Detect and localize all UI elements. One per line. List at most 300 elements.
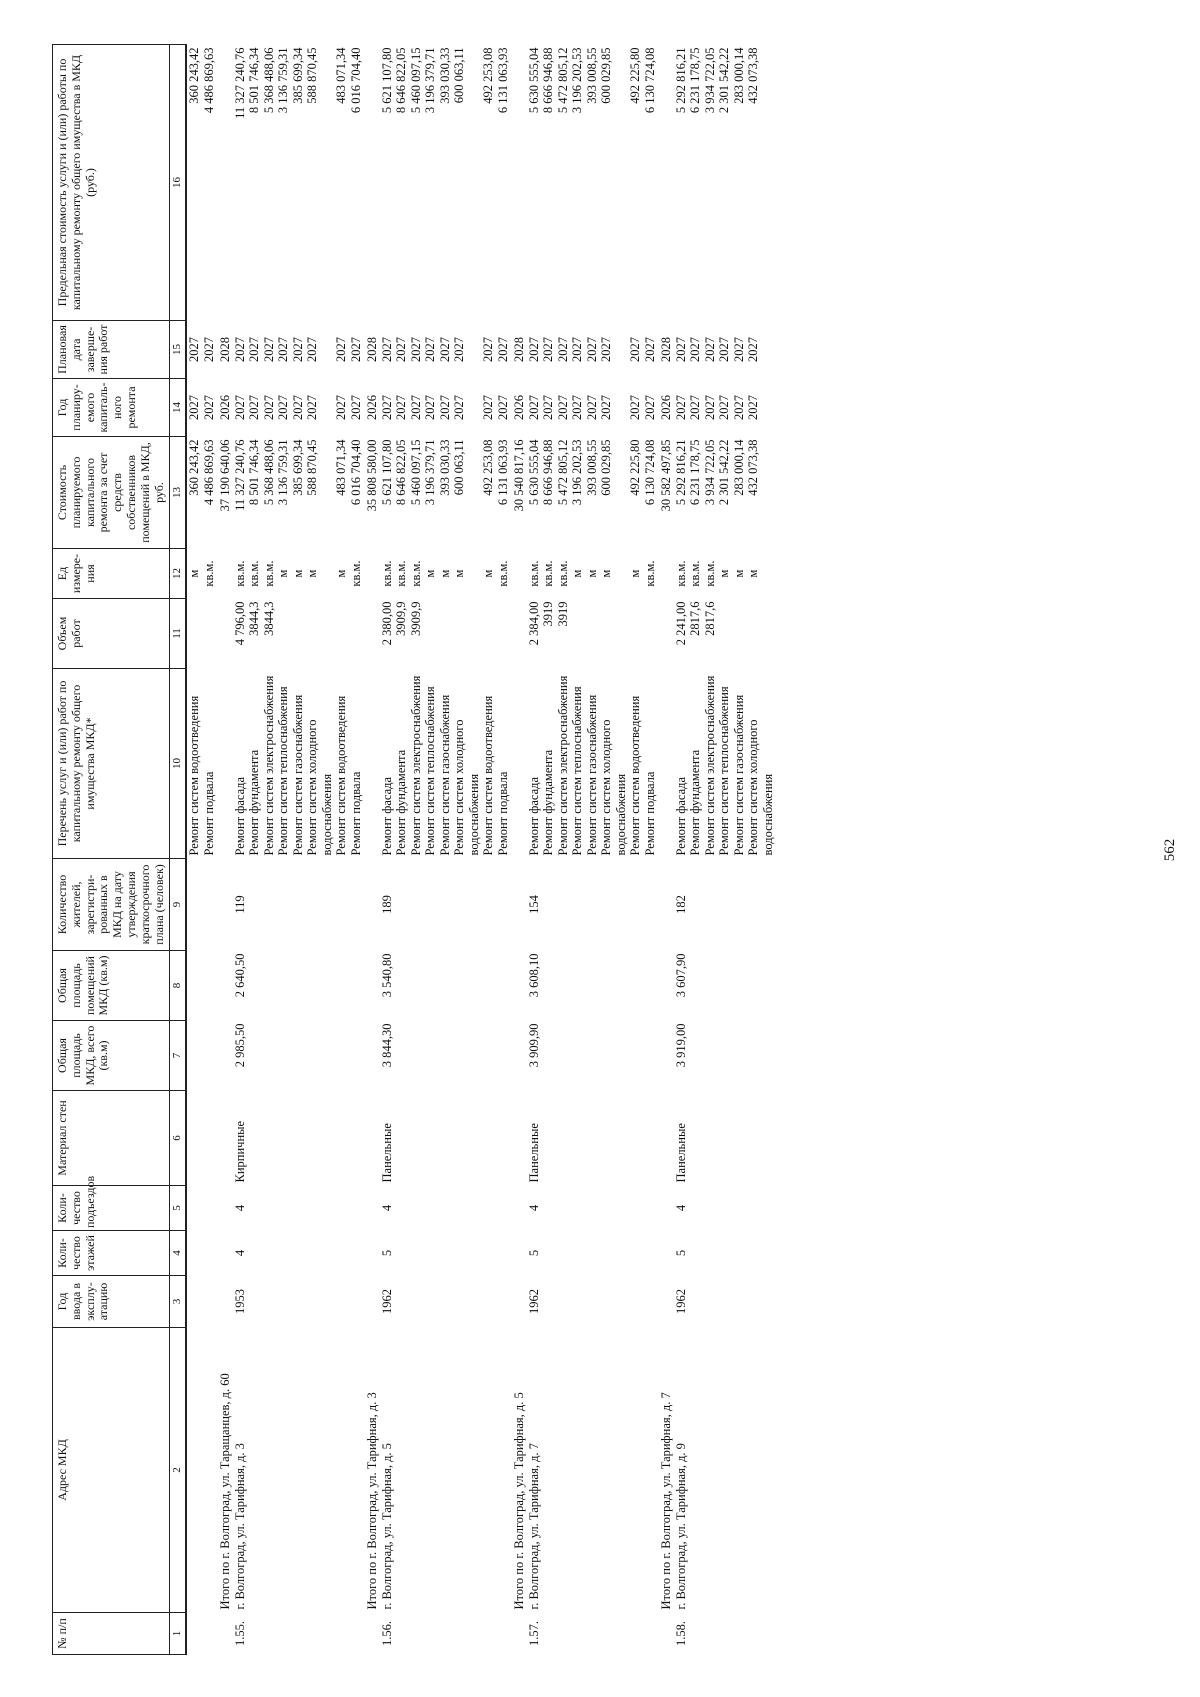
cell-entr: 4: [673, 1204, 688, 1212]
cell-addr: [688, 1328, 703, 1613]
cell-date: 2027: [348, 337, 363, 362]
header-cell: Общая площадь помещений МКД (кв.м): [53, 951, 170, 1021]
cell-area: [599, 1021, 628, 1091]
cell-built: [688, 1276, 703, 1328]
cell-parea: [202, 951, 217, 1021]
header-cell: Плановая дата заверше-ния работ: [53, 321, 170, 379]
cell-work: Ремонт систем теплоснабжения: [423, 686, 438, 856]
cell-people: [216, 859, 233, 951]
cell-area: [276, 1021, 291, 1091]
cell-entr: [657, 1186, 674, 1231]
cell-date: 2027: [481, 337, 496, 362]
cell-year: 2027: [232, 395, 247, 420]
cell-people: [394, 859, 409, 951]
cell-parea: 2 640,50: [232, 953, 247, 998]
cell-floors: [363, 1231, 380, 1276]
cell-cost: 6 131 063,93: [495, 439, 510, 506]
header-cell: Стоимость планируемого капитального ремонта за счет средств собственников помещений в МКД, руб.: [53, 437, 170, 549]
cell-parea: [349, 951, 364, 1021]
cell-walls: [452, 1091, 481, 1186]
cell-num: [202, 1613, 217, 1655]
cell-walls: [556, 1091, 571, 1186]
cell-entr: [570, 1186, 585, 1231]
cell-unit: м: [334, 569, 349, 578]
cell-area: [556, 1021, 571, 1091]
table-row: [423, 45, 438, 1655]
cell-area: [510, 1021, 527, 1091]
cell-floors: [717, 1231, 732, 1276]
cell-people: [305, 859, 334, 951]
cell-year: 2027: [702, 395, 717, 420]
cell-entr: [276, 1186, 291, 1231]
column-number: 6: [170, 1091, 186, 1186]
cell-num: [732, 1613, 747, 1655]
cell-built: [717, 1276, 732, 1328]
cell-date: 2027: [702, 337, 717, 362]
cell-area: 2 985,50: [232, 1023, 247, 1068]
table-row: [585, 45, 600, 1655]
cell-walls: [186, 1091, 202, 1186]
cell-parea: [703, 951, 718, 1021]
cell-area: [262, 1021, 277, 1091]
cell-built: [276, 1276, 291, 1328]
cell-work: Ремонт подвала: [642, 771, 657, 856]
cell-walls: [628, 1091, 643, 1186]
cell-floors: [186, 1231, 202, 1276]
header-cell: Количество жителей, зарегистри-рованных в МКД на дату утверждения краткосрочного плана (человек): [53, 859, 170, 951]
cell-cost: 588 870,45: [305, 439, 320, 496]
cell-addr: г. Волгоград, ул. Тарифная, д. 3: [232, 1443, 247, 1610]
cell-built: [452, 1276, 481, 1328]
column-number: 5: [170, 1186, 186, 1231]
cell-addr: [409, 1328, 424, 1613]
cell-floors: [496, 1231, 511, 1276]
table-row: [688, 45, 703, 1655]
column-number: 16: [170, 45, 186, 321]
header-cell: Год ввода в эксплу-атацию: [53, 1276, 170, 1328]
cell-unit: м: [423, 569, 438, 578]
table-row: [349, 45, 364, 1655]
cell-floors: [409, 1231, 424, 1276]
cell-unit: кв.м.: [348, 560, 363, 587]
cell-year: 2027: [495, 395, 510, 420]
cell-area: [452, 1021, 481, 1091]
cell-people: [423, 859, 438, 951]
cell-addr: [305, 1328, 334, 1613]
cell-addr: [276, 1328, 291, 1613]
header-cell: Ед измере-ния: [53, 549, 170, 599]
cell-people: [628, 859, 643, 951]
cell-limit: 360 243,42: [187, 47, 202, 104]
cell-area: 3 909,90: [526, 1023, 541, 1068]
cell-work: Ремонт систем электроснабжения: [702, 675, 717, 856]
cell-parea: 3 607,90: [673, 953, 688, 998]
cell-area: [717, 1021, 732, 1091]
cell-limit: 492 225,80: [628, 47, 643, 104]
cell-vol: 2 380,00: [379, 601, 394, 646]
cell-vol: [570, 599, 585, 669]
cell-work: Ремонт систем теплоснабжения: [570, 686, 585, 856]
cell-cost: 3 934 722,05: [702, 439, 717, 506]
cell-area: [186, 1021, 202, 1091]
cell-addr: [394, 1328, 409, 1613]
cell-work: Ремонт систем водоотведения: [334, 695, 349, 856]
cell-vol: [423, 599, 438, 669]
cell-cost: 600 029,85: [599, 439, 614, 496]
cell-year: 2027: [570, 395, 585, 420]
cell-built: [599, 1276, 628, 1328]
cell-entr: [599, 1186, 628, 1231]
total-row: [216, 45, 233, 1655]
cell-entr: [394, 1186, 409, 1231]
column-number: 4: [170, 1231, 186, 1276]
cell-limit: 2 301 542,22: [717, 47, 732, 114]
cell-num: [305, 1613, 334, 1655]
cell-cost: 8 501 746,34: [247, 439, 262, 506]
cell-unit: кв.м.: [379, 560, 394, 587]
cell-vol: [732, 599, 747, 669]
cell-year: 2027: [408, 395, 423, 420]
table-row: [202, 45, 217, 1655]
cell-built: [291, 1276, 306, 1328]
cell-vol: 3919: [555, 601, 570, 627]
cell-people: [481, 859, 496, 951]
cell-cost: 283 000,14: [731, 439, 746, 496]
cell-area: [305, 1021, 334, 1091]
cell-addr: [496, 1328, 511, 1613]
cell-addr: Итого по г. Волгоград, ул. Тарифная, д. 5: [512, 1392, 527, 1610]
cell-cost: 11 327 240,76: [232, 439, 247, 511]
table-row: [556, 45, 571, 1655]
table-row: [703, 45, 718, 1655]
cell-area: [247, 1021, 262, 1091]
cell-vol: 3919: [541, 601, 556, 627]
cell-work: Ремонт подвала: [201, 771, 216, 856]
cell-area: [732, 1021, 747, 1091]
cell-num: 1.55.: [232, 1621, 247, 1646]
cell-num: [628, 1613, 643, 1655]
cell-cost: 30 540 817,16: [512, 439, 527, 512]
cell-people: [599, 859, 628, 951]
cell-people: [703, 859, 718, 951]
cell-area: [394, 1021, 409, 1091]
cell-date: 2027: [731, 337, 746, 362]
cell-work: Ремонт фундамента: [247, 749, 262, 856]
cell-vol: [746, 599, 775, 669]
cell-vol: [202, 599, 217, 669]
cell-floors: [732, 1231, 747, 1276]
cell-unit: кв.м.: [541, 560, 556, 587]
cell-year: 2026: [512, 395, 527, 420]
cell-entr: [688, 1186, 703, 1231]
cell-area: [643, 1021, 658, 1091]
cell-walls: [423, 1091, 438, 1186]
cell-walls: [247, 1091, 262, 1186]
cell-date: 2027: [437, 337, 452, 362]
cell-walls: [510, 1091, 527, 1186]
cell-date: 2027: [526, 337, 541, 362]
cell-num: [570, 1613, 585, 1655]
cell-floors: [305, 1231, 334, 1276]
cell-cost: 8 646 822,05: [394, 439, 409, 506]
cell-date: 2027: [599, 337, 614, 362]
cell-walls: [202, 1091, 217, 1186]
cell-addr: [438, 1328, 453, 1613]
cell-addr: [186, 1328, 202, 1613]
cell-built: [247, 1276, 262, 1328]
cell-parea: [262, 951, 277, 1021]
cell-date: 2028: [218, 337, 233, 362]
cell-vol: [481, 599, 496, 669]
cell-built: [703, 1276, 718, 1328]
table-row: [233, 45, 248, 1655]
cell-date: 2028: [659, 337, 674, 362]
cell-floors: [746, 1231, 775, 1276]
cell-year: 2027: [201, 395, 216, 420]
cell-entr: [363, 1186, 380, 1231]
cell-people: [717, 859, 732, 951]
cell-addr: [599, 1328, 628, 1613]
cell-addr: [452, 1328, 481, 1613]
cell-date: 2027: [495, 337, 510, 362]
cell-limit: 11 327 240,76: [232, 47, 247, 119]
cell-num: [496, 1613, 511, 1655]
cell-built: [657, 1276, 674, 1328]
cell-num: [717, 1613, 732, 1655]
cell-limit: 600 029,85: [599, 47, 614, 104]
cell-year: 2027: [261, 395, 276, 420]
cell-work: Ремонт фундамента: [541, 749, 556, 856]
cell-cost: 3 136 759,31: [276, 439, 291, 506]
cell-num: [643, 1613, 658, 1655]
cell-vol: 3909,9: [394, 601, 409, 636]
cell-area: [703, 1021, 718, 1091]
cell-floors: [349, 1231, 364, 1276]
cell-year: 2027: [746, 395, 761, 420]
cell-people: [276, 859, 291, 951]
cell-addr: г. Волгоград, ул. Тарифная, д. 7: [526, 1443, 541, 1610]
cell-num: [216, 1613, 233, 1655]
cell-vol: 2 241,00: [673, 601, 688, 646]
table-row: [380, 45, 395, 1655]
cell-num: [349, 1613, 364, 1655]
table-row: [599, 45, 628, 1655]
cell-walls: [746, 1091, 775, 1186]
cell-floors: [556, 1231, 571, 1276]
cell-area: [481, 1021, 496, 1091]
cell-cost: 483 071,34: [334, 439, 349, 496]
cell-limit: 5 460 097,15: [408, 47, 423, 114]
cell-parea: [717, 951, 732, 1021]
cell-num: [746, 1613, 775, 1655]
rotated-page: [52, 45, 1178, 1655]
table-header-row: [53, 45, 170, 1655]
cell-year: 2027: [394, 395, 409, 420]
cell-entr: [746, 1186, 775, 1231]
cell-vol: 3844,3: [261, 601, 276, 636]
cell-addr: [585, 1328, 600, 1613]
cell-num: 1.58.: [673, 1621, 688, 1646]
table-row: [674, 45, 689, 1655]
cell-date: 2027: [584, 337, 599, 362]
cell-unit: [510, 549, 527, 599]
cell-entr: [334, 1186, 349, 1231]
cell-floors: [452, 1231, 481, 1276]
cell-floors: [394, 1231, 409, 1276]
table-row: [394, 45, 409, 1655]
cell-parea: [599, 951, 628, 1021]
cell-date: 2027: [642, 337, 657, 362]
column-number: 3: [170, 1276, 186, 1328]
cell-num: [262, 1613, 277, 1655]
cell-vol: [599, 599, 628, 669]
cell-walls: [216, 1091, 233, 1186]
cell-work: Ремонт систем холодного водоснабжения: [305, 719, 334, 856]
cell-walls: Панельные: [379, 1123, 394, 1183]
table-row: [247, 45, 262, 1655]
cell-unit: м: [437, 569, 452, 578]
cell-area: [570, 1021, 585, 1091]
cell-built: [570, 1276, 585, 1328]
cell-area: [349, 1021, 364, 1091]
cell-walls: [732, 1091, 747, 1186]
capital-repair-table: [52, 44, 775, 1655]
cell-num: [334, 1613, 349, 1655]
cell-floors: [510, 1231, 527, 1276]
cell-year: 2027: [717, 395, 732, 420]
cell-people: [643, 859, 658, 951]
cell-date: 2027: [628, 337, 643, 362]
cell-people: [262, 859, 277, 951]
table-row: [481, 45, 496, 1655]
table-row: [409, 45, 424, 1655]
cell-year: 2027: [599, 395, 614, 420]
cell-entr: [717, 1186, 732, 1231]
cell-parea: [363, 951, 380, 1021]
cell-vol: 4 796,00: [232, 601, 247, 646]
table-row: [732, 45, 747, 1655]
table-row: [452, 45, 481, 1655]
cell-year: 2027: [481, 395, 496, 420]
cell-date: 2027: [423, 337, 438, 362]
column-number-row: [170, 45, 186, 1655]
cell-year: 2026: [659, 395, 674, 420]
cell-work: Ремонт подвала: [348, 771, 363, 856]
cell-num: [438, 1613, 453, 1655]
cell-date: 2028: [512, 337, 527, 362]
cell-limit: 588 870,45: [305, 47, 320, 104]
cell-built: [305, 1276, 334, 1328]
cell-addr: [334, 1328, 349, 1613]
cell-date: 2027: [746, 337, 761, 362]
cell-work: [216, 669, 233, 859]
cell-year: 2027: [276, 395, 291, 420]
cell-date: 2027: [541, 337, 556, 362]
cell-year: 2027: [642, 395, 657, 420]
header-cell: Общая площадь МКД, всего (кв.м): [53, 1021, 170, 1091]
cell-num: 1.57.: [526, 1621, 541, 1646]
cell-walls: [276, 1091, 291, 1186]
header-cell: Предельная стоимость услуги и (или) работы по капитальному ремонту общего имущества в МКД (руб.): [53, 45, 170, 321]
cell-entr: [628, 1186, 643, 1231]
cell-limit: [510, 45, 527, 321]
cell-floors: [291, 1231, 306, 1276]
cell-cost: 30 582 497,85: [659, 439, 674, 512]
cell-year: 2027: [526, 395, 541, 420]
cell-entr: [496, 1186, 511, 1231]
cell-vol: 2817,6: [702, 601, 717, 636]
cell-floors: 5: [526, 1249, 541, 1257]
cell-floors: [570, 1231, 585, 1276]
cell-entr: 4: [379, 1204, 394, 1212]
cell-parea: [643, 951, 658, 1021]
cell-unit: м: [746, 569, 761, 578]
cell-cost: 5 460 097,15: [408, 439, 423, 506]
cell-cost: 5 621 107,80: [379, 439, 394, 506]
cell-addr: [628, 1328, 643, 1613]
cell-built: [585, 1276, 600, 1328]
cell-unit: [216, 549, 233, 599]
cell-unit: м: [599, 569, 614, 578]
column-number: 10: [170, 669, 186, 859]
cell-entr: [186, 1186, 202, 1231]
cell-walls: [409, 1091, 424, 1186]
cell-limit: 8 666 946,88: [541, 47, 556, 114]
cell-built: 1953: [232, 1289, 247, 1314]
table-row: [496, 45, 511, 1655]
cell-unit: кв.м.: [555, 560, 570, 587]
cell-parea: 3 540,80: [379, 953, 394, 998]
cell-walls: [599, 1091, 628, 1186]
cell-floors: [481, 1231, 496, 1276]
cell-walls: [438, 1091, 453, 1186]
cell-work: Ремонт систем газоснабжения: [584, 694, 599, 856]
cell-built: [363, 1276, 380, 1328]
cell-parea: [423, 951, 438, 1021]
cell-limit: 483 071,34: [334, 47, 349, 104]
cell-vol: [717, 599, 732, 669]
cell-area: [202, 1021, 217, 1091]
cell-built: [643, 1276, 658, 1328]
cell-walls: [349, 1091, 364, 1186]
cell-num: [585, 1613, 600, 1655]
cell-entr: 4: [526, 1204, 541, 1212]
cell-built: [496, 1276, 511, 1328]
cell-walls: [643, 1091, 658, 1186]
column-number: 9: [170, 859, 186, 951]
cell-entr: [585, 1186, 600, 1231]
cell-floors: [628, 1231, 643, 1276]
table-row: [717, 45, 732, 1655]
cell-addr: [349, 1328, 364, 1613]
cell-year: 2027: [348, 395, 363, 420]
cell-unit: кв.м.: [526, 560, 541, 587]
cell-year: 2027: [541, 395, 556, 420]
cell-parea: [291, 951, 306, 1021]
cell-entr: [423, 1186, 438, 1231]
cell-area: [628, 1021, 643, 1091]
cell-people: [541, 859, 556, 951]
cell-unit: м: [584, 569, 599, 578]
cell-work: Ремонт систем холодного водоснабжения: [599, 719, 628, 856]
cell-vol: 3844,3: [247, 601, 262, 636]
cell-walls: [688, 1091, 703, 1186]
cell-work: [657, 669, 674, 859]
cell-cost: 385 699,34: [290, 439, 305, 496]
table-row: [628, 45, 643, 1655]
cell-limit: 6 130 724,08: [642, 47, 657, 114]
cell-parea: [247, 951, 262, 1021]
